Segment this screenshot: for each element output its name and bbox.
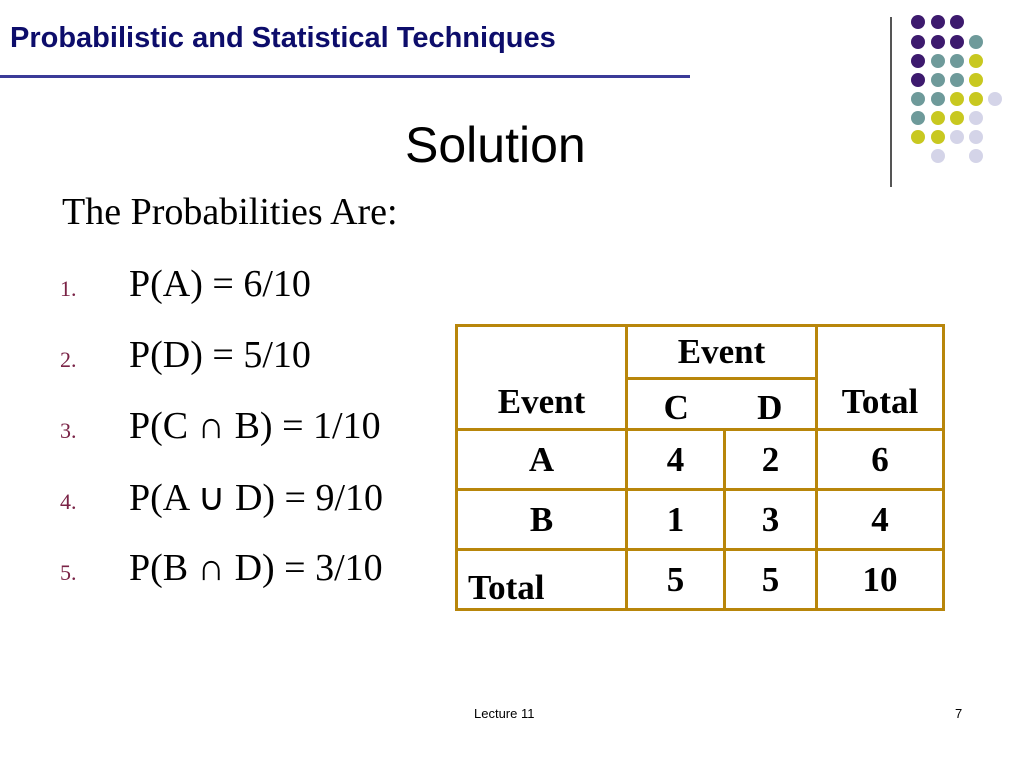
list-item-text: P(C ∩ B) = 1/10	[129, 405, 381, 447]
decorative-dot	[911, 130, 925, 144]
course-title: Probabilistic and Statistical Techniques	[10, 22, 556, 54]
decorative-dot	[931, 54, 945, 68]
list-item-number: 2.	[60, 347, 77, 372]
list-item-text: P(B ∩ D) = 3/10	[129, 547, 383, 589]
decorative-dot	[969, 111, 983, 125]
list-item-text: P(A ∪ D) = 9/10	[129, 477, 384, 519]
decorative-dot	[911, 15, 925, 29]
decorative-dot	[911, 35, 925, 49]
table-cell: 4	[817, 490, 944, 550]
table-row	[457, 550, 944, 610]
decorative-dot	[911, 54, 925, 68]
table-cell: 6	[817, 430, 944, 490]
total-column-header: Total	[817, 326, 944, 430]
list-item-number: 4.	[60, 489, 77, 514]
column-header-c: C	[627, 379, 725, 430]
footer-page-number: 7	[955, 706, 963, 721]
decorative-dot	[950, 92, 964, 106]
decorative-dot	[931, 15, 945, 29]
list-item-number: 1.	[60, 276, 77, 301]
row-label: A	[457, 430, 627, 490]
decorative-dot	[950, 54, 964, 68]
column-header-d: D	[725, 379, 817, 430]
decorative-dot	[931, 130, 945, 144]
footer-lecture: Lecture 11	[474, 706, 535, 721]
decorative-dot	[969, 149, 983, 163]
list-item	[60, 333, 450, 404]
table-cell: 4	[627, 430, 725, 490]
decorative-dot	[950, 130, 964, 144]
decorative-dot	[911, 73, 925, 87]
probability-list	[60, 262, 450, 617]
decorative-dot	[950, 15, 964, 29]
list-item-number: 3.	[60, 418, 77, 443]
decorative-dot	[911, 92, 925, 106]
table-cell: 2	[725, 430, 817, 490]
table-cell: 5	[725, 550, 817, 610]
event-column-header: Event	[627, 326, 817, 379]
decorative-dot	[969, 54, 983, 68]
row-label: Total	[457, 550, 627, 610]
table-cell: 10	[817, 550, 944, 610]
list-item-number: 5.	[60, 560, 77, 585]
header-rule	[0, 75, 690, 78]
row-label: B	[457, 490, 627, 550]
list-item	[60, 475, 450, 546]
table-cell: 3	[725, 490, 817, 550]
table-row	[457, 490, 944, 550]
decorative-dot	[931, 73, 945, 87]
list-item-text: P(A) = 6/10	[129, 263, 311, 305]
decorative-dot	[931, 149, 945, 163]
table-row	[457, 430, 944, 490]
row-label-header: Event	[457, 326, 627, 430]
table-header-row	[457, 326, 944, 379]
table-cell: 1	[627, 490, 725, 550]
decorative-dot	[911, 111, 925, 125]
decorative-dot	[931, 35, 945, 49]
slide-title: Solution	[405, 117, 586, 173]
decorative-dot	[969, 130, 983, 144]
decorative-dot	[931, 111, 945, 125]
list-item-text: P(D) = 5/10	[129, 334, 311, 376]
decorative-dot	[969, 35, 983, 49]
table-cell: 5	[627, 550, 725, 610]
intro-text: The Probabilities Are:	[62, 191, 398, 233]
list-item	[60, 404, 450, 475]
decorative-dot	[988, 92, 1002, 106]
decorative-dot	[931, 92, 945, 106]
decorative-dot	[969, 92, 983, 106]
list-item	[60, 546, 450, 617]
decorative-dot	[950, 73, 964, 87]
contingency-table	[455, 324, 945, 611]
decorative-dot	[969, 73, 983, 87]
decorative-dot	[950, 35, 964, 49]
decorative-dot	[950, 111, 964, 125]
vertical-rule	[890, 17, 892, 187]
list-item	[60, 262, 450, 333]
